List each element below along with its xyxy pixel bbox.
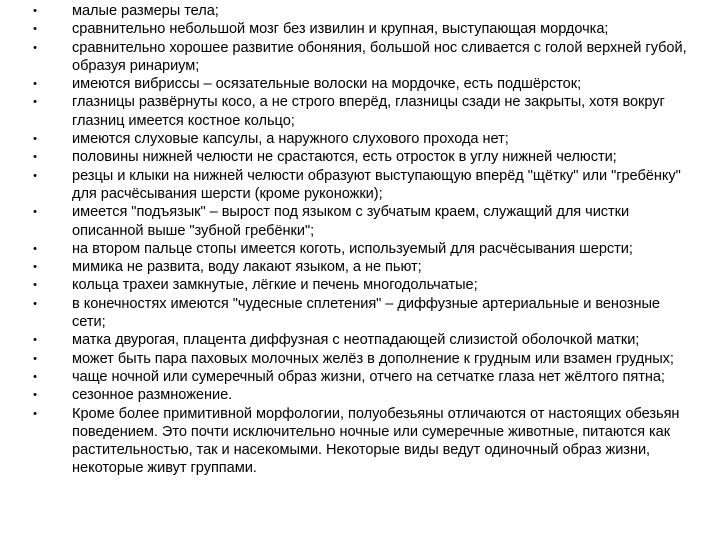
- list-item: [30, 2, 692, 20]
- list-item-text: в конечностях имеются "чудесные сплетения" – диффузные артериальные и венозные сети;: [72, 295, 661, 331]
- list-item-text: может быть пара паховых молочных желёз в дополнение к грудным или взамен грудных;: [72, 350, 674, 367]
- list-item: [30, 258, 692, 276]
- list-item: [30, 240, 692, 258]
- list-item-text: матка двурогая, плацента диффузная с неотпадающей слизистой оболочкой матки;: [72, 332, 640, 349]
- list-item: [30, 386, 692, 404]
- list-item: [30, 405, 692, 478]
- list-item-text: Кроме более примитивной морфологии, полуобезьяны отличаются от настоящих обезьян поведением. Это почти исключительно ночные или сумеречные животные, питаются как растительностью, так и насекомыми. Некоторые виды ведут одиночный образ жизни, некоторые живут группами.: [72, 405, 680, 477]
- list-item-text: резцы и клыки на нижней челюсти образуют выступающую вперёд "щётку" или "гребёнку" для расчёсывания шерсти (кроме руконожки);: [72, 167, 681, 202]
- list-item-text: на втором пальце стопы имеется коготь, используемый для расчёсывания шерсти;: [72, 240, 633, 257]
- bullet-icon: •: [33, 242, 37, 255]
- list-item-text: кольца трахеи замкнутые, лёгкие и печень многодольчатые;: [72, 277, 478, 294]
- list-item-text: имеется "подъязык" – вырост под языком с зубчатым краем, служащий для чистки описанной выше "зубной гребёнки";: [72, 204, 630, 239]
- list-item: [30, 295, 692, 332]
- list-item-text: имеются слуховые капсулы, а наружного слухового прохода нет;: [72, 131, 509, 148]
- bullet-icon: •: [33, 407, 37, 420]
- bullet-icon: •: [33, 151, 37, 164]
- bullet-icon: •: [33, 23, 37, 36]
- list-item-text: сезонное размножение.: [72, 387, 233, 404]
- bullet-icon: •: [33, 169, 37, 182]
- list-item: [30, 276, 692, 294]
- bullet-icon: •: [33, 370, 37, 383]
- list-item: [30, 167, 692, 204]
- bullet-icon: •: [33, 41, 37, 54]
- list-item: [30, 93, 692, 130]
- list-item: [30, 39, 692, 76]
- list-item: [30, 75, 692, 93]
- list-item-text: мимика не развита, воду лакают языком, а не пьют;: [72, 259, 422, 276]
- list-item-text: глазницы развёрнуты косо, а не строго вперёд, глазницы сзади не закрыты, хотя вокруг глазниц имеется костное кольцо;: [72, 94, 665, 129]
- list-item: [30, 331, 692, 349]
- list-item-text: имеются вибриссы – осязательные волоски на мордочке, есть подшёрсток;: [72, 76, 582, 93]
- bullet-icon: •: [33, 5, 37, 17]
- list-item-text: малые размеры тела;: [72, 3, 219, 19]
- bullet-icon: •: [33, 206, 37, 219]
- bullet-list: [30, 2, 692, 478]
- bullet-icon: •: [33, 279, 37, 292]
- list-item-text: сравнительно хорошее развитие обоняния, большой нос сливается с голой верхней губой, образуя ринариум;: [72, 39, 687, 74]
- list-item: [30, 130, 692, 148]
- list-item-text: чаще ночной или сумеречный образ жизни, отчего на сетчатке глаза нет жёлтого пятна;: [72, 368, 665, 385]
- list-item-text: половины нижней челюсти не срастаются, есть отросток в углу нижней челюсти;: [72, 149, 617, 166]
- list-item: [30, 148, 692, 166]
- bullet-icon: •: [33, 133, 37, 146]
- bullet-icon: •: [33, 78, 37, 91]
- list-item: [30, 20, 692, 38]
- bullet-icon: •: [33, 352, 37, 365]
- bullet-icon: •: [33, 334, 37, 347]
- bullet-icon: •: [33, 261, 37, 274]
- list-item: [30, 368, 692, 386]
- bullet-icon: •: [33, 96, 37, 109]
- bullet-icon: •: [33, 297, 37, 310]
- list-item: [30, 350, 692, 368]
- list-item-text: сравнительно небольшой мозг без извилин и крупная, выступающая мордочка;: [72, 21, 609, 38]
- list-item: [30, 203, 692, 240]
- bullet-icon: •: [33, 389, 37, 402]
